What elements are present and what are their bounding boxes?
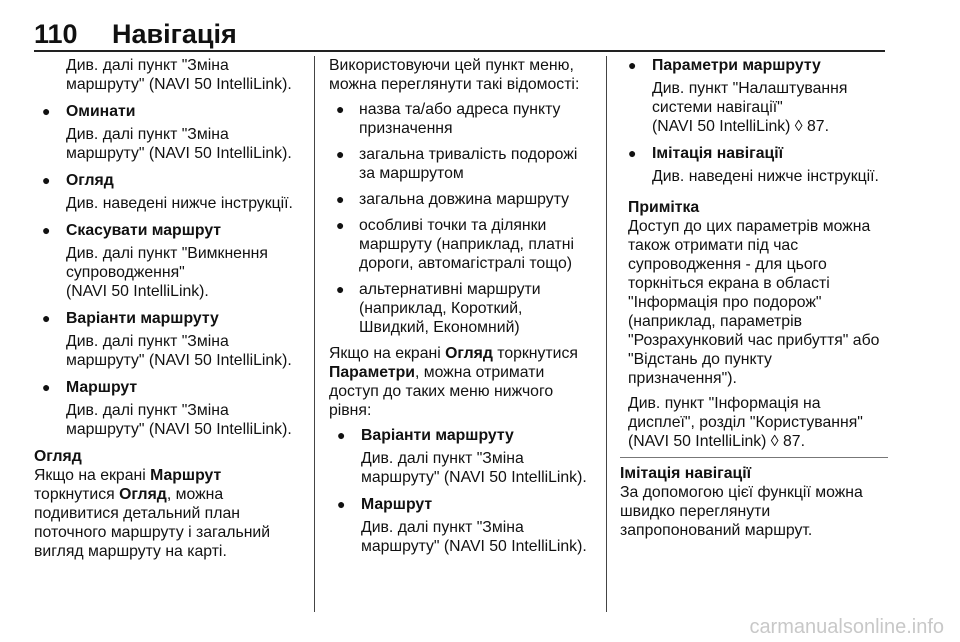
list-item bbox=[620, 56, 888, 136]
section-heading: Огляд bbox=[34, 448, 82, 465]
list-item bbox=[34, 102, 304, 163]
bullet-icon: ● bbox=[336, 217, 345, 233]
continued-text: Див. далі пункт "Зміна маршруту" (NAVI 50 IntelliLink). bbox=[66, 57, 292, 93]
item-desc: Див. далі пункт "Зміна маршруту" (NAVI 50 IntelliLink). bbox=[66, 333, 292, 369]
bullet-icon: ● bbox=[42, 172, 51, 188]
header-rule bbox=[34, 50, 885, 52]
page-number: 110 bbox=[34, 19, 78, 49]
item-desc: Див. наведені нижче інструкції. bbox=[66, 195, 293, 212]
bullet-icon: ● bbox=[42, 103, 51, 119]
list-item: ● назва та/або адреса пункту призначення bbox=[336, 101, 561, 137]
bullet-icon: ● bbox=[336, 281, 345, 297]
list-item: ● альтернативні маршрути (наприклад, Короткий, Швидкий, Економний) bbox=[336, 281, 541, 336]
note-text: Доступ до цих параметрів можна також отримати під час супроводження - для цього торкніться екрана в області "Інформація про подорож" (наприклад, параметрів "Розрахунковий час прибуття" або "Відстань до пункту призначення"). bbox=[628, 218, 880, 387]
chapter-title: Навігація bbox=[112, 19, 237, 49]
item-title: Варіанти маршруту bbox=[361, 427, 514, 444]
item-title: Параметри маршруту bbox=[652, 57, 821, 74]
paragraph: Якщо на екрані Маршрут торкнутися Огляд, можна подивитися детальний план поточного маршруту і загальний вигляд маршруту на карті. bbox=[34, 467, 271, 560]
column-2 bbox=[329, 56, 604, 564]
list-item bbox=[34, 221, 304, 301]
item-desc: Див. далі пункт "Зміна маршруту" (NAVI 50 IntelliLink). bbox=[66, 126, 292, 162]
bullet-icon: ● bbox=[628, 57, 637, 73]
note-text-2: Див. пункт "Інформація на дисплеї", розділ "Користування" (NAVI 50 IntelliLink) ◊ 87. bbox=[628, 395, 863, 450]
list-item bbox=[329, 426, 604, 487]
list-item: ● загальна довжина маршруту bbox=[336, 191, 570, 208]
bullet-icon: ● bbox=[337, 496, 346, 512]
paragraph: Використовуючи цей пункт меню, можна переглянути такі відомості: bbox=[329, 57, 580, 93]
bullet-icon: ● bbox=[42, 379, 51, 395]
item-desc: Див. далі пункт "Зміна маршруту" (NAVI 50 IntelliLink). bbox=[361, 450, 587, 486]
column-divider-2 bbox=[606, 56, 607, 612]
column-divider-1 bbox=[314, 56, 315, 612]
bullet-icon: ● bbox=[42, 310, 51, 326]
item-title: Огляд bbox=[66, 172, 114, 189]
watermark: carmanualsonline.info bbox=[749, 616, 944, 638]
list-item: ● особливі точки та ділянки маршруту (наприклад, платні дороги, автомагістралі тощо) bbox=[336, 217, 575, 272]
bullet-icon: ● bbox=[337, 427, 346, 443]
item-title: Скасувати маршрут bbox=[66, 222, 222, 239]
list-item bbox=[34, 378, 304, 439]
item-title: Оминати bbox=[66, 103, 136, 120]
bullet-icon: ● bbox=[628, 145, 637, 161]
paragraph: Якщо на екрані Огляд торкнутися Параметри, можна отримати доступ до таких меню нижчого рівня: bbox=[329, 345, 578, 419]
bullet-icon: ● bbox=[336, 101, 345, 117]
item-title: Маршрут bbox=[66, 379, 138, 396]
item-desc: Див. далі пункт "Вимкнення супроводження" (NAVI 50 IntelliLink). bbox=[66, 245, 268, 300]
note-box bbox=[620, 194, 888, 458]
bullet-icon: ● bbox=[336, 191, 345, 207]
section-heading: Імітація навігації bbox=[620, 465, 752, 482]
item-title: Варіанти маршруту bbox=[66, 310, 219, 327]
item-desc: Див. далі пункт "Зміна маршруту" (NAVI 50 IntelliLink). bbox=[66, 402, 292, 438]
item-desc: Див. наведені нижче інструкції. bbox=[652, 168, 879, 185]
list-item: ● загальна тривалість подорожі за маршрутом bbox=[336, 146, 578, 182]
bullet-icon: ● bbox=[42, 222, 51, 238]
note-heading: Примітка bbox=[628, 199, 700, 216]
item-title: Імітація навігації bbox=[652, 145, 784, 162]
item-desc: Див. далі пункт "Зміна маршруту" (NAVI 50 IntelliLink). bbox=[361, 519, 587, 555]
list-item bbox=[34, 309, 304, 370]
item-desc: Див. пункт "Налаштування системи навігації" (NAVI 50 IntelliLink) ◊ 87. bbox=[652, 80, 848, 135]
bullet-icon: ● bbox=[336, 146, 345, 162]
column-3 bbox=[620, 56, 888, 546]
column-1 bbox=[34, 56, 304, 567]
list-item bbox=[329, 495, 604, 556]
list-item bbox=[34, 171, 304, 213]
paragraph: За допомогою цієї функції можна швидко переглянути запропонований маршрут. bbox=[620, 484, 863, 539]
page-header bbox=[0, 0, 960, 52]
list-item bbox=[620, 144, 888, 186]
item-title: Маршрут bbox=[361, 496, 433, 513]
